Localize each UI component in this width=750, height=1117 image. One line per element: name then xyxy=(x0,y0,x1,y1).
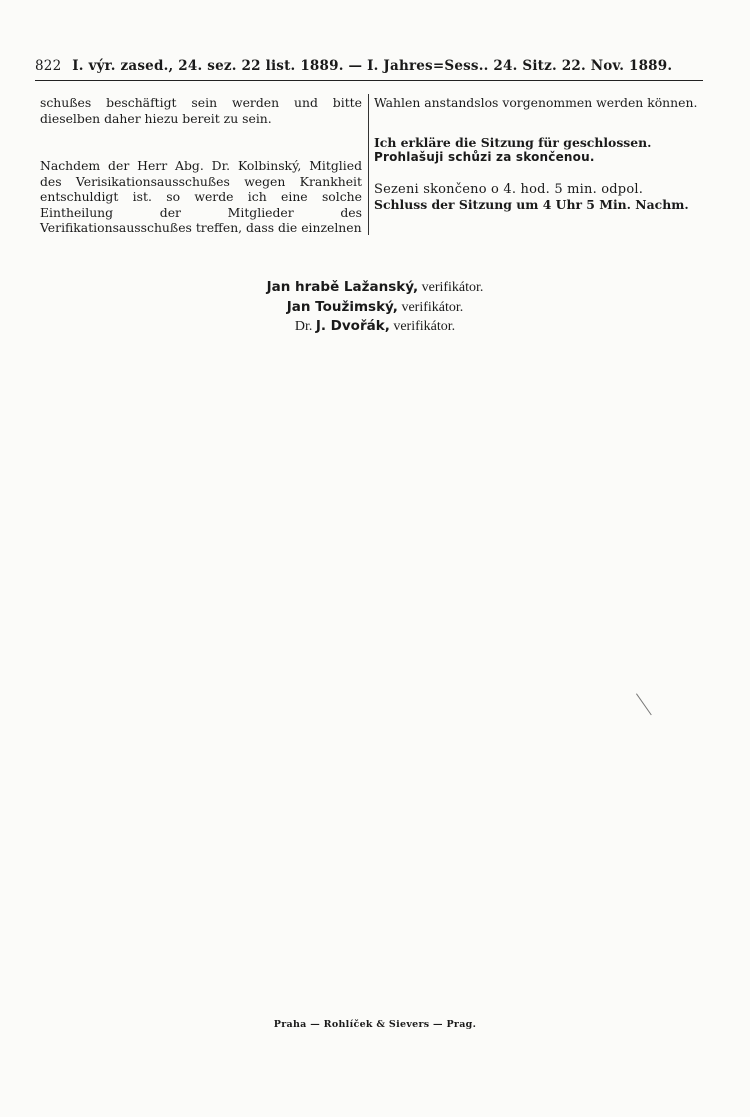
page-number: 822 xyxy=(35,58,62,74)
closing-statement-german: Ich erkläre die Sitzung für geschlossen. xyxy=(374,134,652,150)
closing-statement-czech: Prohlašuji schůzi za skončenou. xyxy=(374,150,595,164)
session-end-german: Schluss der Sitzung um 4 Uhr 5 Min. Nachm. xyxy=(374,197,689,212)
signatory-role: verifikátor. xyxy=(393,319,456,334)
left-column xyxy=(40,95,362,236)
session-end-czech: Sezeni skončeno o 4. hod. 5 min. odpol. xyxy=(374,181,644,197)
paragraph-gap xyxy=(40,126,362,158)
header-title: I. výr. zased., 24. sez. 22 list. 1889. — I. Jahres=Sess.. 24. Sitz. 22. Nov. 1889. xyxy=(72,58,673,74)
signature-line-3 xyxy=(0,317,750,337)
paragraph-gap xyxy=(374,111,700,135)
signatory-role: verifikátor. xyxy=(401,299,464,315)
signatory-name: Jan Toužimský, xyxy=(286,298,398,315)
paragraph-gap xyxy=(374,166,700,182)
signature-line-1 xyxy=(0,278,750,298)
signatory-role: verifikátor. xyxy=(421,280,484,295)
signature-line-2 xyxy=(0,298,750,318)
right-paragraph-1: Wahlen anstandslos vorgenommen werden können. xyxy=(374,95,698,110)
page-header xyxy=(35,58,703,81)
printer-imprint: Praha — Rohlíček & Sievers — Prag. xyxy=(273,1019,477,1030)
right-column xyxy=(374,95,700,213)
column-divider xyxy=(368,94,369,235)
scan-mark xyxy=(636,693,652,715)
signatory-name: J. Dvořák, xyxy=(315,318,390,334)
signature-block xyxy=(0,278,750,337)
left-paragraph-1: schußes beschäftigt sein werden und bitte dieselben daher hiezu bereit zu sein. xyxy=(40,95,362,126)
left-paragraph-2: Nachdem der Herr Abg. Dr. Kolbinský, Mitglied des Verisikationsausschußes wegen Krankheit entschuldigt ist. so werde ich eine solche Eintheilung der Mitglieder des Verifikationsausschußes treffen, dass die einzelnen xyxy=(40,158,362,235)
signatory-prefix: Dr. xyxy=(294,319,313,334)
signatory-name: Jan hrabě Lažanský, xyxy=(266,279,419,295)
